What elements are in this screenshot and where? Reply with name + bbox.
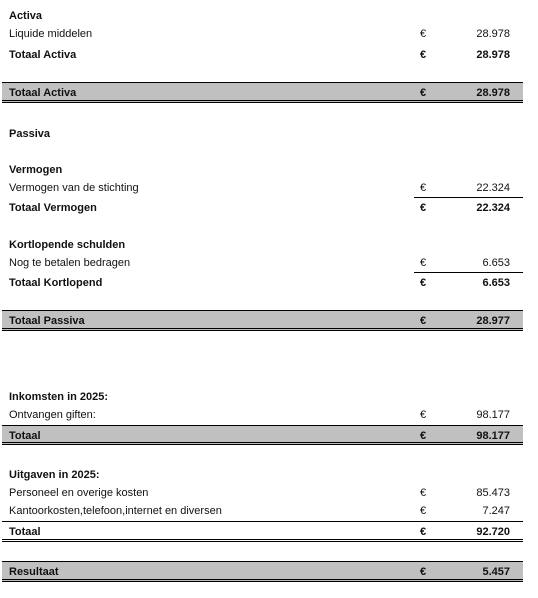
subtotal-rule [414,272,523,273]
currency-symbol: € [420,526,427,538]
uitgaven-totaal-band [2,521,523,542]
currency-symbol: € [420,49,427,61]
kantoorkosten-value: 7.247 [482,505,510,517]
inkomsten-totaal-label: Totaal [9,430,41,442]
uitgaven-totaal-label: Totaal [9,526,41,538]
totaal-vermogen-value: 22.324 [476,202,510,214]
totaal-activa-band [2,82,523,103]
currency-symbol: € [420,409,427,421]
kortlopende-schulden-heading: Kortlopende schulden [9,239,126,251]
vermogen-stichting-value: 22.324 [476,182,510,194]
grand-totaal-activa-value: 28.978 [476,87,510,99]
totaal-passiva-label: Totaal Passiva [9,315,85,327]
currency-symbol: € [420,487,427,499]
personeel-kosten-value: 85.473 [476,487,510,499]
inkomsten-totaal-value: 98.177 [476,430,510,442]
totaal-activa-value: 28.978 [476,49,510,61]
uitgaven-heading: Uitgaven in 2025: [9,469,100,481]
ontvangen-giften-value: 98.177 [476,409,510,421]
totaal-activa-label: Totaal Activa [9,49,77,61]
liquide-middelen-label: Liquide middelen [9,28,93,40]
resultaat-band [2,561,523,582]
passiva-heading: Passiva [9,128,50,140]
vermogen-heading: Vermogen [9,164,63,176]
nog-te-betalen-value: 6.653 [482,257,510,269]
currency-symbol: € [420,87,427,99]
activa-heading: Activa [9,10,43,22]
inkomsten-heading: Inkomsten in 2025: [9,391,109,403]
currency-symbol: € [420,28,427,40]
totaal-passiva-value: 28.977 [476,315,510,327]
resultaat-value: 5.457 [482,566,510,578]
currency-symbol: € [420,182,427,194]
personeel-kosten-label: Personeel en overige kosten [9,487,149,499]
liquide-middelen-value: 28.978 [476,28,510,40]
currency-symbol: € [420,566,427,578]
vermogen-stichting-label: Vermogen van de stichting [9,182,139,194]
ontvangen-giften-label: Ontvangen giften: [9,409,96,421]
inkomsten-totaal-band [2,425,523,445]
currency-symbol: € [420,505,427,517]
currency-symbol: € [420,277,427,289]
totaal-kortlopend-value: 6.653 [482,277,510,289]
grand-totaal-activa-label: Totaal Activa [9,87,77,99]
totaal-vermogen-label: Totaal Vermogen [9,202,97,214]
currency-symbol: € [420,315,427,327]
currency-symbol: € [420,202,427,214]
resultaat-label: Resultaat [9,566,59,578]
currency-symbol: € [420,257,427,269]
subtotal-rule [414,197,523,198]
totaal-kortlopend-label: Totaal Kortlopend [9,277,103,289]
currency-symbol: € [420,430,427,442]
nog-te-betalen-label: Nog te betalen bedragen [9,257,131,269]
uitgaven-totaal-value: 92.720 [476,526,510,538]
kantoorkosten-label: Kantoorkosten,telefoon,internet en diversen [9,505,222,517]
